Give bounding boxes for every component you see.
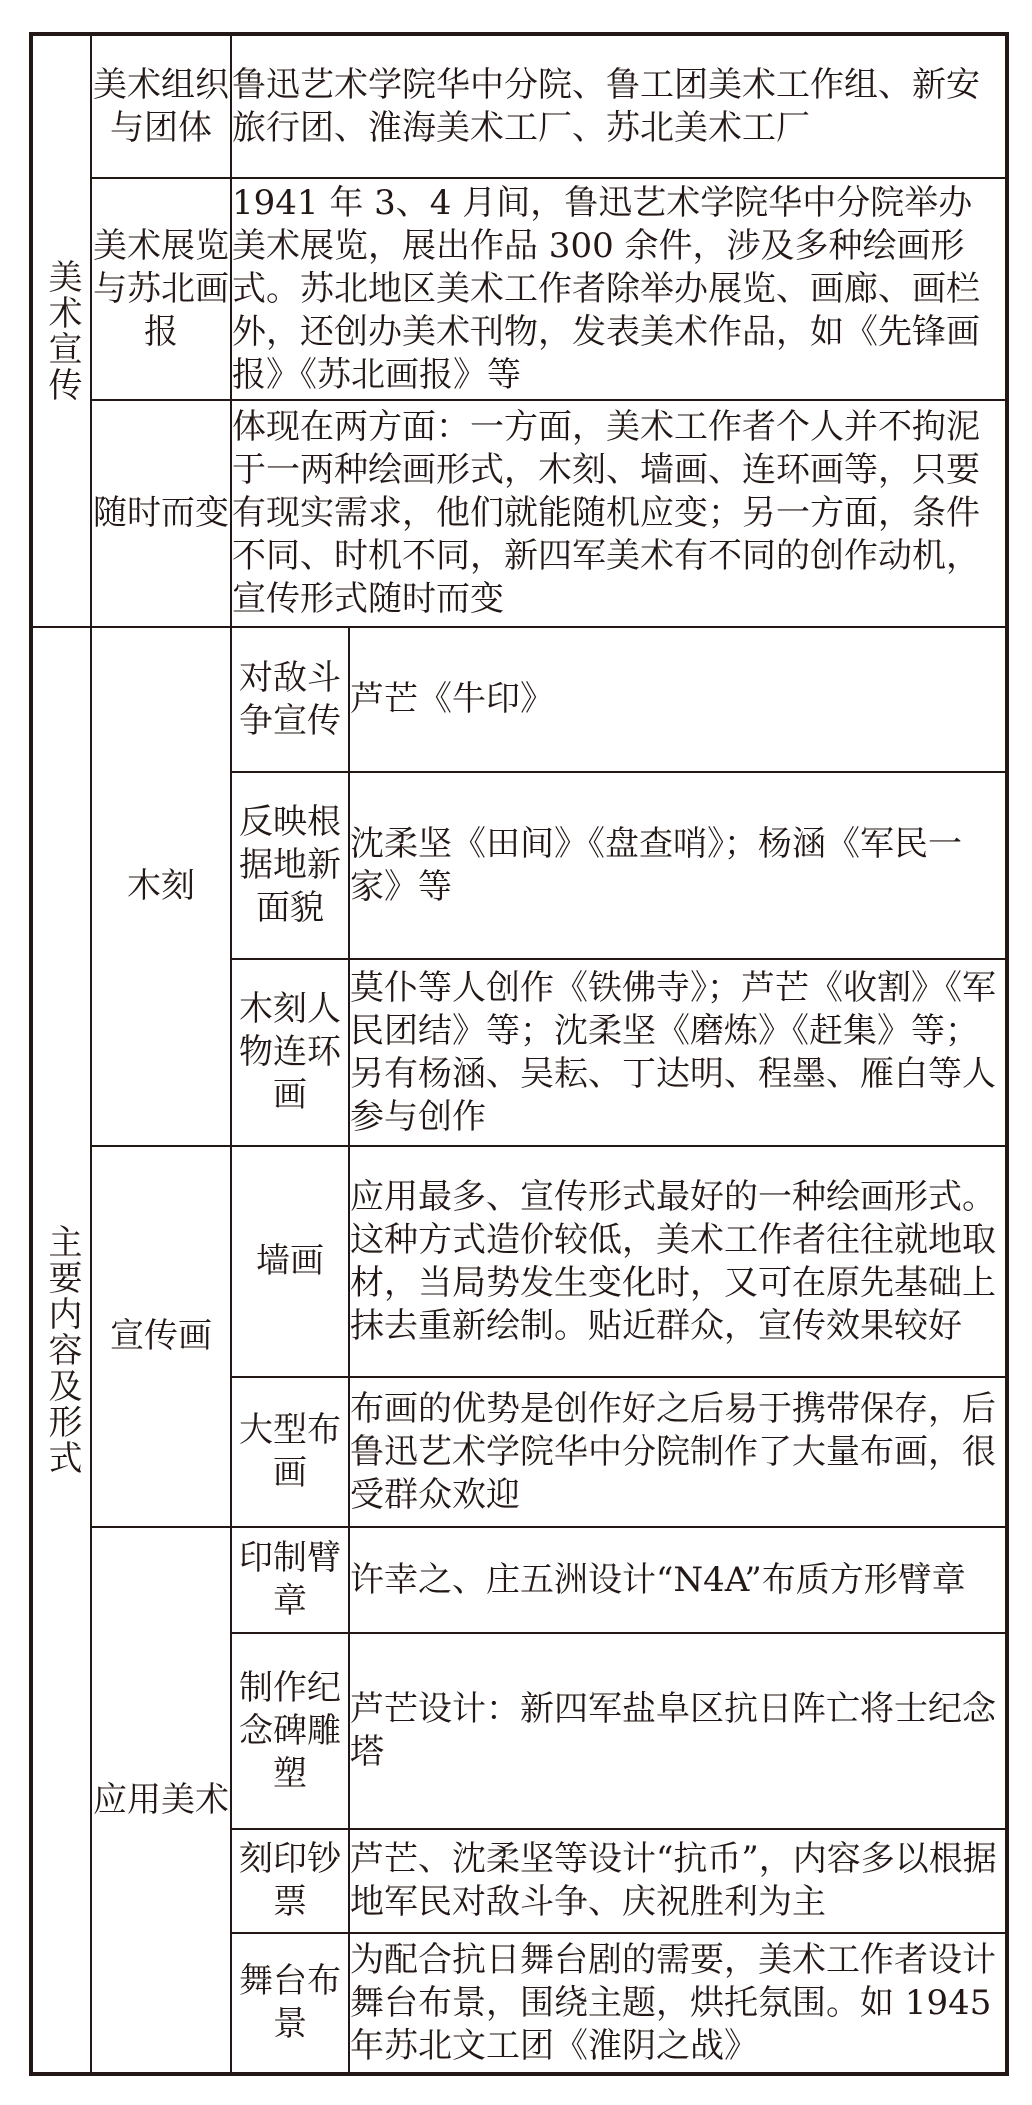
row-content: 芦芒、沈柔坚等设计“抗币”，内容多以根据地军民对敌斗争、庆祝胜利为主: [349, 1829, 1007, 1933]
row-label: 木刻人物连环画: [231, 959, 349, 1146]
row-label: 随时而变: [91, 400, 231, 627]
row-content: 芦芒《牛印》: [349, 627, 1007, 772]
row-content: 为配合抗日舞台剧的需要，美术工作者设计舞台布景，围绕主题，烘托氛围。如 1945 年苏北文工团《淮阴之战》: [349, 1933, 1007, 2074]
row-label: 美术组织与团体: [91, 34, 231, 178]
table-row: [31, 1146, 1007, 1377]
row-label: 刻印钞票: [231, 1829, 349, 1933]
group-label: 木刻: [91, 627, 231, 1146]
table-row: [31, 34, 1007, 178]
row-label: 制作纪念碑雕塑: [231, 1633, 349, 1829]
row-label: 美术展览与苏北画报: [91, 178, 231, 400]
row-content: 莫仆等人创作《铁佛寺》；芦芒《收割》《军民团结》等；沈柔坚《磨炼》《赶集》等；另有杨涵、吴耘、丁达明、程墨、雁白等人参与创作: [349, 959, 1007, 1146]
group-label: 应用美术: [91, 1527, 231, 2074]
row-label: 墙画: [231, 1146, 349, 1377]
art-summary-table: [29, 32, 1009, 2076]
category-label: 主要内容及形式: [31, 627, 91, 2074]
table-row: [31, 627, 1007, 772]
row-content: 应用最多、宣传形式最好的一种绘画形式。这种方式造价较低，美术工作者往往就地取材，当局势发生变化时，又可在原先基础上抹去重新绘制。贴近群众，宣传效果较好: [349, 1146, 1007, 1377]
table-row: [31, 178, 1007, 400]
row-content: 许幸之、庄五洲设计“N4A”布质方形臂章: [349, 1527, 1007, 1633]
row-content: 沈柔坚《田间》《盘查哨》；杨涵《军民一家》等: [349, 772, 1007, 959]
row-content: 鲁迅艺术学院华中分院、鲁工团美术工作组、新安旅行团、淮海美术工厂、苏北美术工厂: [231, 34, 1007, 178]
row-label: 印制臂章: [231, 1527, 349, 1633]
row-label: 反映根据地新面貌: [231, 772, 349, 959]
row-label: 大型布画: [231, 1377, 349, 1527]
row-label: 舞台布景: [231, 1933, 349, 2074]
group-label: 宣传画: [91, 1146, 231, 1527]
row-content: 1941 年 3、4 月间，鲁迅艺术学院华中分院举办美术展览，展出作品 300 余件，涉及多种绘画形式。苏北地区美术工作者除举办展览、画廊、画栏外，还创办美术刊物，发表美术作品，如《先锋画报》《苏北画报》等: [231, 178, 1007, 400]
row-content: 体现在两方面：一方面，美术工作者个人并不拘泥于一两种绘画形式，木刻、墙画、连环画等，只要有现实需求，他们就能随机应变；另一方面，条件不同、时机不同，新四军美术有不同的创作动机，宣传形式随时而变: [231, 400, 1007, 627]
row-label: 对敌斗争宣传: [231, 627, 349, 772]
row-content: 布画的优势是创作好之后易于携带保存，后鲁迅艺术学院华中分院制作了大量布画，很受群众欢迎: [349, 1377, 1007, 1527]
row-content: 芦芒设计：新四军盐阜区抗日阵亡将士纪念塔: [349, 1633, 1007, 1829]
table-row: [31, 1527, 1007, 1633]
category-label: 美术宣传: [31, 34, 91, 627]
table-row: [31, 400, 1007, 627]
